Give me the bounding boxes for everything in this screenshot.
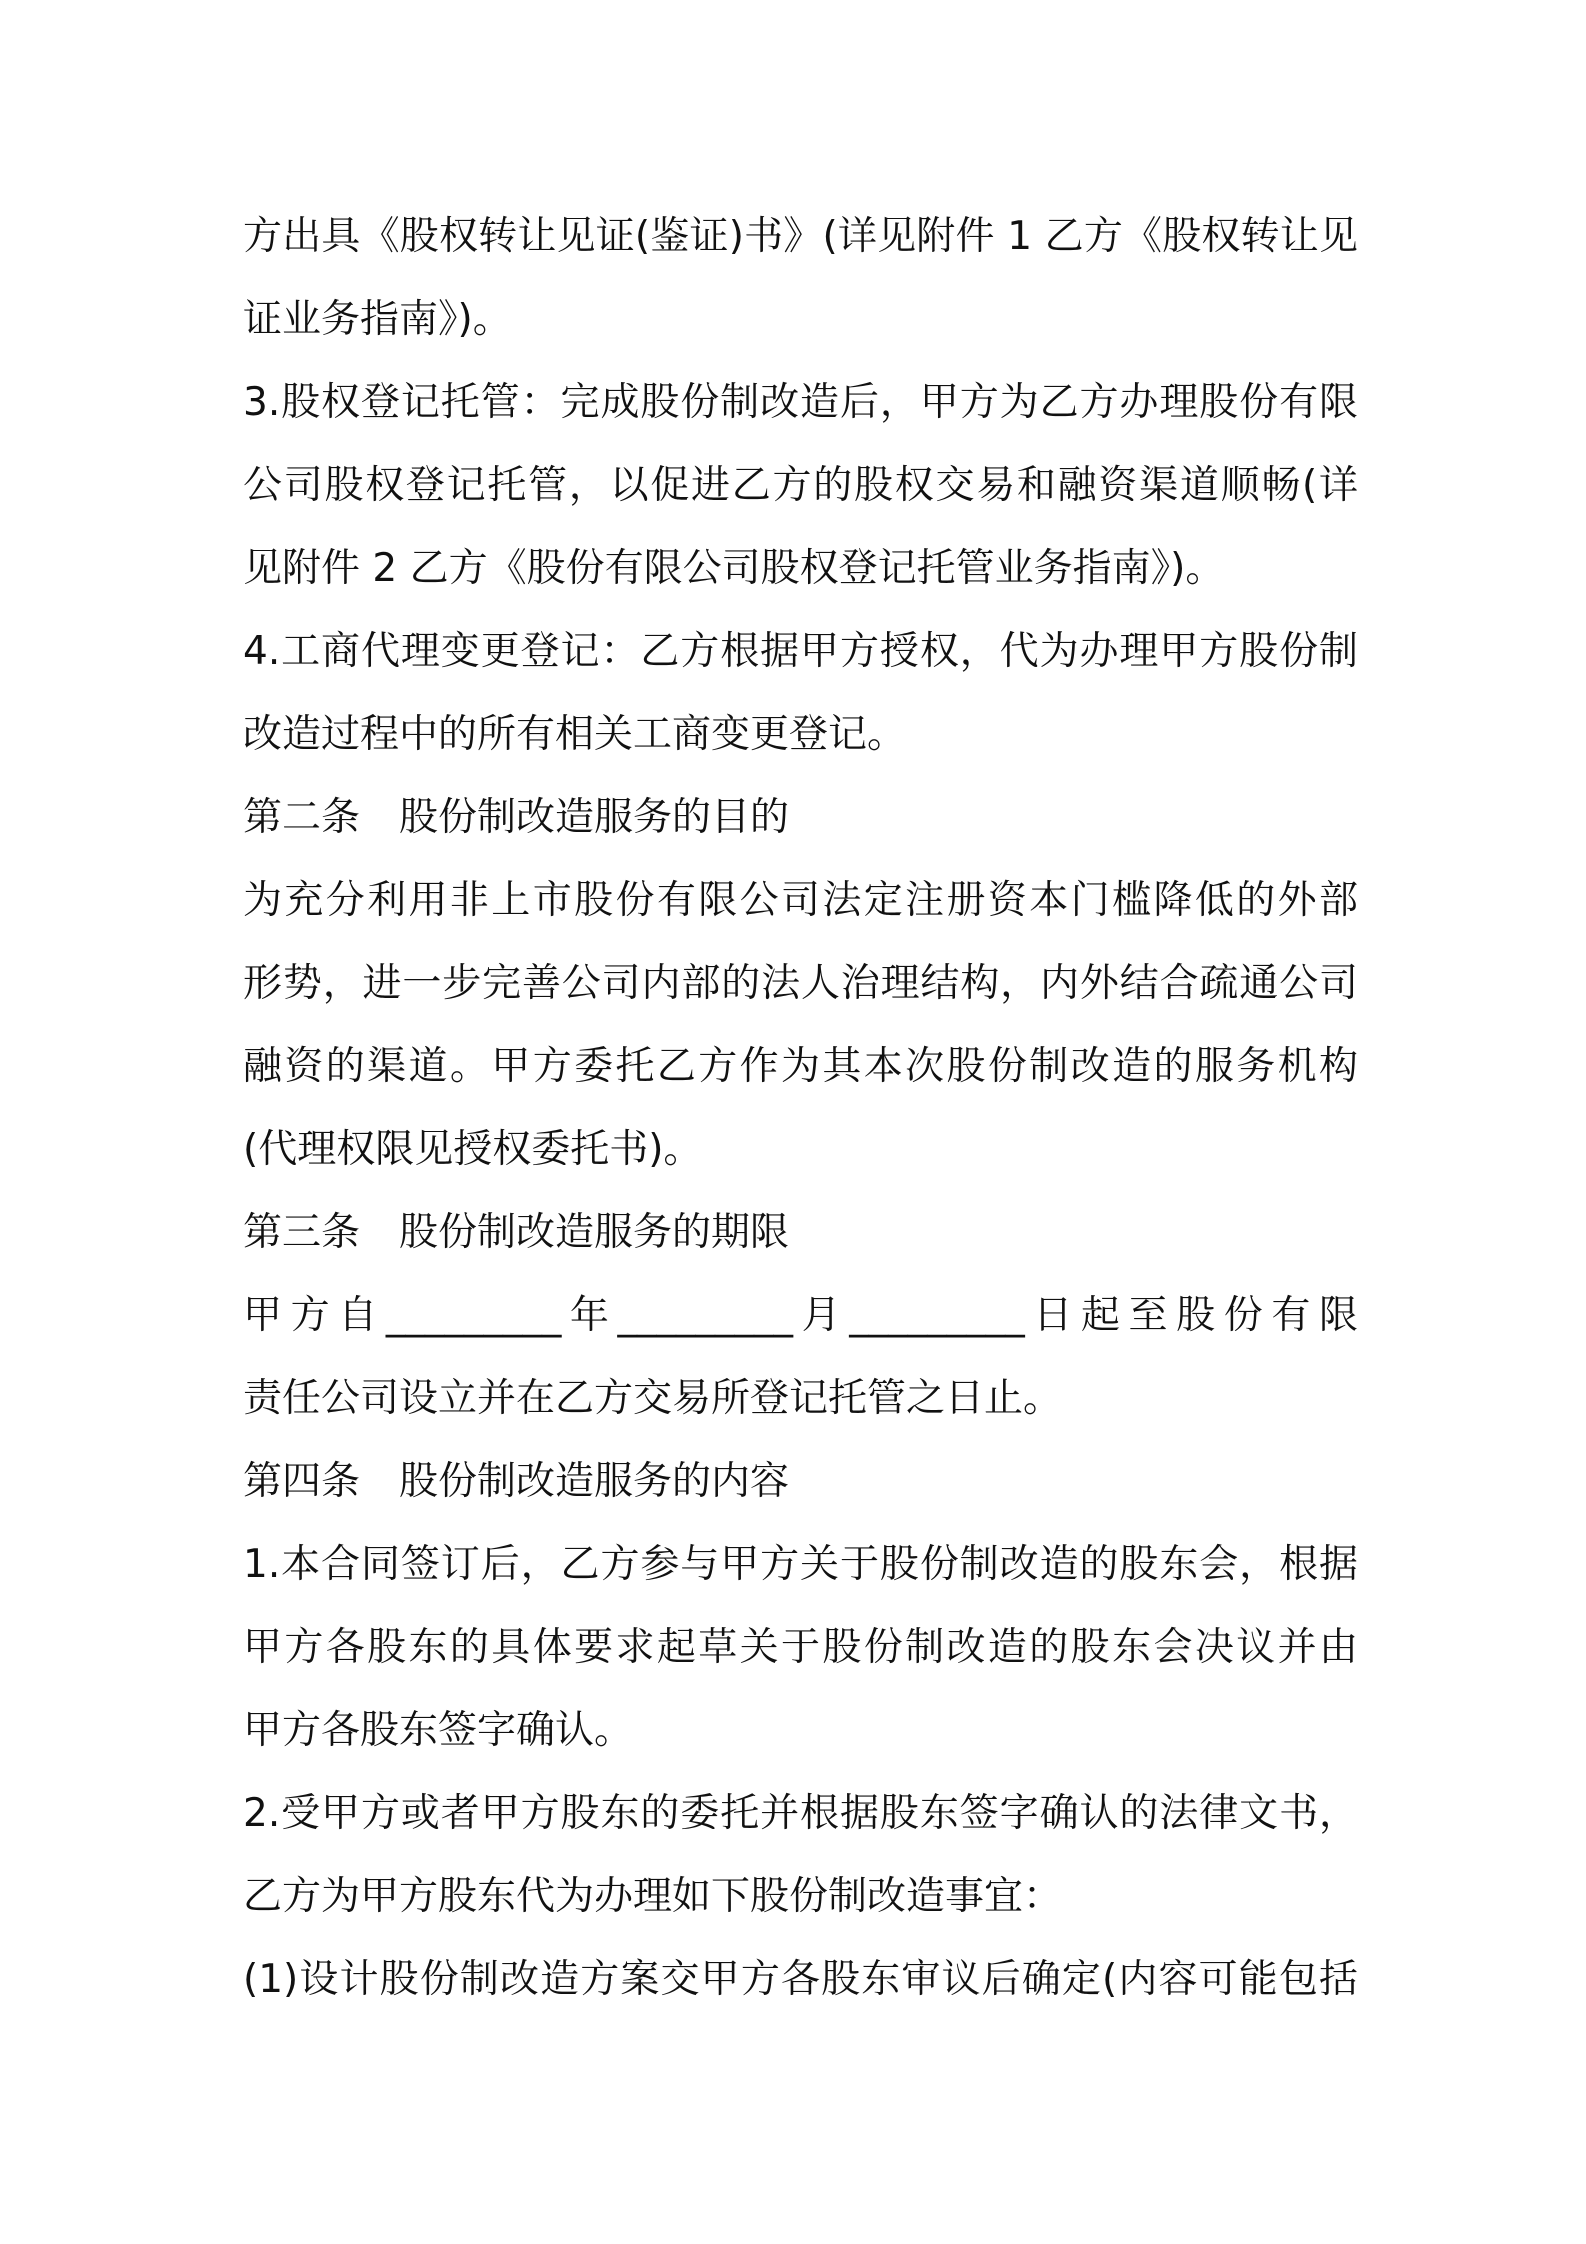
- clause-4-line: 4.工商代理变更登记：乙方根据甲方授权，代为办理甲方股份制: [243, 629, 1358, 674]
- text-line: 为充分利用非上市股份有限公司法定注册资本门槛降低的外部: [243, 878, 1358, 923]
- text-line: 甲方各股东的具体要求起草关于股份制改造的股东会决议并由: [243, 1625, 1358, 1670]
- text-line: (代理权限见授权委托书)。: [243, 1127, 703, 1172]
- article-2-heading: 第二条 股份制改造服务的目的: [243, 795, 790, 840]
- date-blank-line: 甲方自_________年_________月_________日起至股份有限: [243, 1293, 1358, 1338]
- article-3-heading: 第三条 股份制改造服务的期限: [243, 1210, 790, 1255]
- text-line: 改造过程中的所有相关工商变更登记。: [243, 712, 907, 757]
- text-line: (1)设计股份制改造方案交甲方各股东审议后确定(内容可能包括: [243, 1957, 1358, 2002]
- article-4-heading: 第四条 股份制改造服务的内容: [243, 1459, 790, 1504]
- text-line: 乙方为甲方股东代为办理如下股份制改造事宜：: [243, 1874, 1063, 1919]
- text-line: 甲方各股东签字确认。: [243, 1708, 634, 1753]
- text-line: 证业务指南》)。: [243, 297, 512, 342]
- document-body: [243, 195, 1358, 2021]
- text-line: 形势，进一步完善公司内部的法人治理结构，内外结合疏通公司: [243, 961, 1358, 1006]
- clause-3-line: 3.股权登记托管：完成股份制改造后，甲方为乙方办理股份有限: [243, 380, 1358, 425]
- text-line: 方出具《股权转让见证(鉴证)书》(详见附件 1 乙方《股权转让见: [243, 214, 1358, 259]
- text-line: 公司股权登记托管，以促进乙方的股权交易和融资渠道顺畅(详: [243, 463, 1358, 508]
- text-line: 见附件 2 乙方《股份有限公司股权登记托管业务指南》)。: [243, 546, 1225, 591]
- text-line: 责任公司设立并在乙方交易所登记托管之日止。: [243, 1376, 1063, 1421]
- text-line: 2.受甲方或者甲方股东的委托并根据股东签字确认的法律文书，: [243, 1791, 1358, 1836]
- text-line: 融资的渠道。甲方委托乙方作为其本次股份制改造的服务机构: [243, 1044, 1358, 1089]
- text-line: 1.本合同签订后，乙方参与甲方关于股份制改造的股东会，根据: [243, 1542, 1358, 1587]
